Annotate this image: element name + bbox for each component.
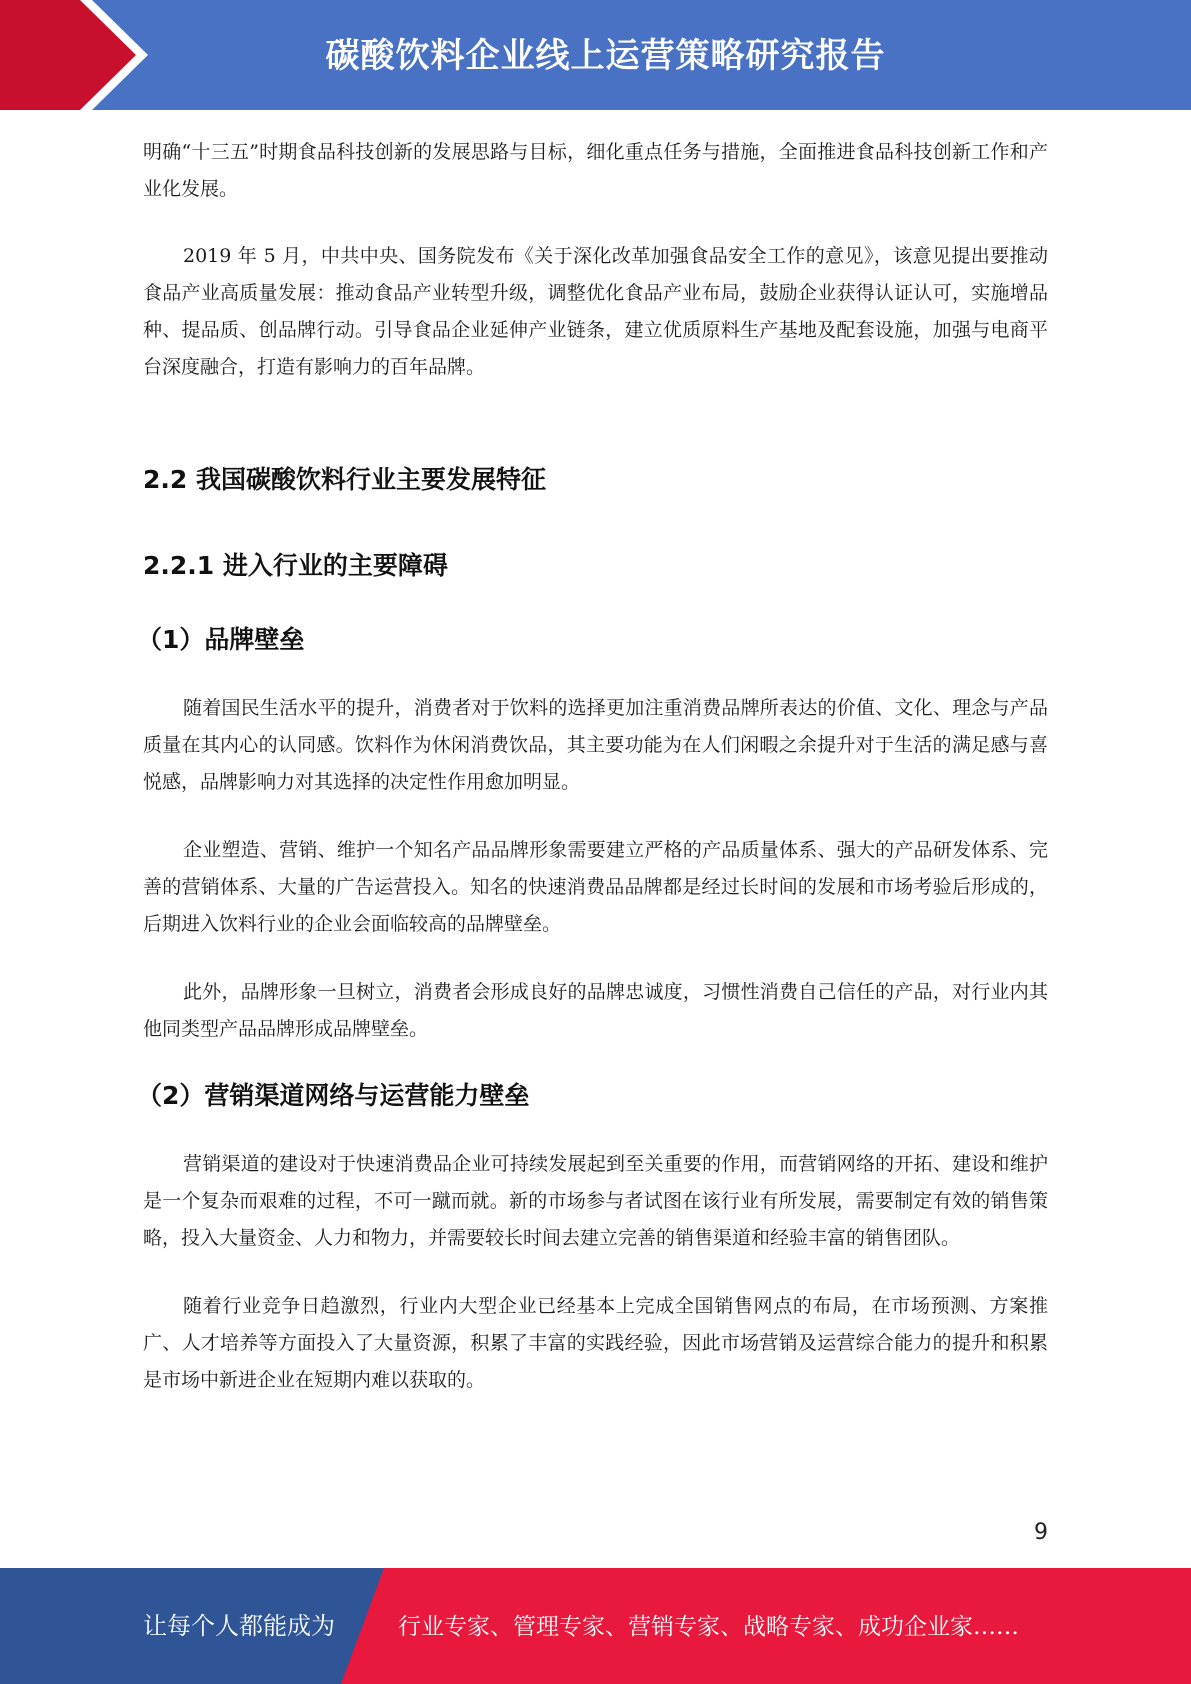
page-footer [0, 1568, 1191, 1684]
paragraph-4: 企业塑造、营销、维护一个知名产品品牌形象需要建立严格的产品质量体系、强大的产品研发体系、完善的营销体系、大量的广告运营投入。知名的快速消费品品牌都是经过长时间的发展和市场考验后形成的，后期进入饮料行业的企业会面临较高的品牌壁垒。 [143, 839, 1048, 935]
paragraph-7: 随着行业竞争日趋激烈，行业内大型企业已经基本上完成全国销售网点的布局，在市场预测、方案推广、人才培养等方面投入了大量资源，积累了丰富的实践经验，因此市场营销及运营综合能力的提升和积累是市场中新进企业在短期内难以获取的。 [143, 1295, 1048, 1391]
paragraph-2: 2019 年 5 月，中共中央、国务院发布《关于深化改革加强食品安全工作的意见》，该意见提出要推动食品产业高质量发展：推动食品产业转型升级，调整优化食品产业布局，鼓励企业获得认证认可，实施增品种、提品质、创品牌行动。引导食品企业延伸产业链条，建立优质原料生产基地及配套设施，加强与电商平台深度融合，打造有影响力的百年品牌。 [143, 245, 1048, 378]
paragraph-1: 明确“十三五”时期食品科技创新的发展思路与目标，细化重点任务与措施，全面推进食品科技创新工作和产业化发展。 [143, 141, 1048, 200]
paragraph-5: 此外，品牌形象一旦树立，消费者会形成良好的品牌忠诚度，习惯性消费自己信任的产品，对行业内其他同类型产品品牌形成品牌壁垒。 [143, 981, 1048, 1040]
footer-slogan-right: 行业专家、管理专家、营销专家、战略专家、成功企业家…… [398, 1614, 1019, 1640]
page-number: 9 [1034, 1520, 1048, 1545]
heading-brand-barrier: （1）品牌壁垒 [137, 625, 305, 654]
paragraph-3: 随着国民生活水平的提升，消费者对于饮料的选择更加注重消费品牌所表达的价值、文化、理念与产品质量在其内心的认同感。饮料作为休闲消费饮品，其主要功能为在人们闲暇之余提升对于生活的满足感与喜悦感，品牌影响力对其选择的决定性作用愈加明显。 [143, 697, 1048, 793]
page-content [137, 134, 1048, 1399]
footer-slogan-left: 让每个人都能成为 [143, 1612, 335, 1640]
heading-marketing-barrier: （2）营销渠道网络与运营能力壁垒 [137, 1081, 530, 1110]
report-title: 碳酸饮料企业线上运营策略研究报告 [325, 36, 886, 76]
page-header [0, 0, 1191, 110]
subsection-heading: 2.2.1 进入行业的主要障碍 [143, 551, 448, 580]
paragraph-6: 营销渠道的建设对于快速消费品企业可持续发展起到至关重要的作用，而营销网络的开拓、建设和维护是一个复杂而艰难的过程，不可一蹴而就。新的市场参与者试图在该行业有所发展，需要制定有效的销售策略，投入大量资金、人力和物力，并需要较长时间去建立完善的销售渠道和经验丰富的销售团队。 [143, 1153, 1048, 1249]
section-heading: 2.2 我国碳酸饮料行业主要发展特征 [143, 465, 546, 494]
